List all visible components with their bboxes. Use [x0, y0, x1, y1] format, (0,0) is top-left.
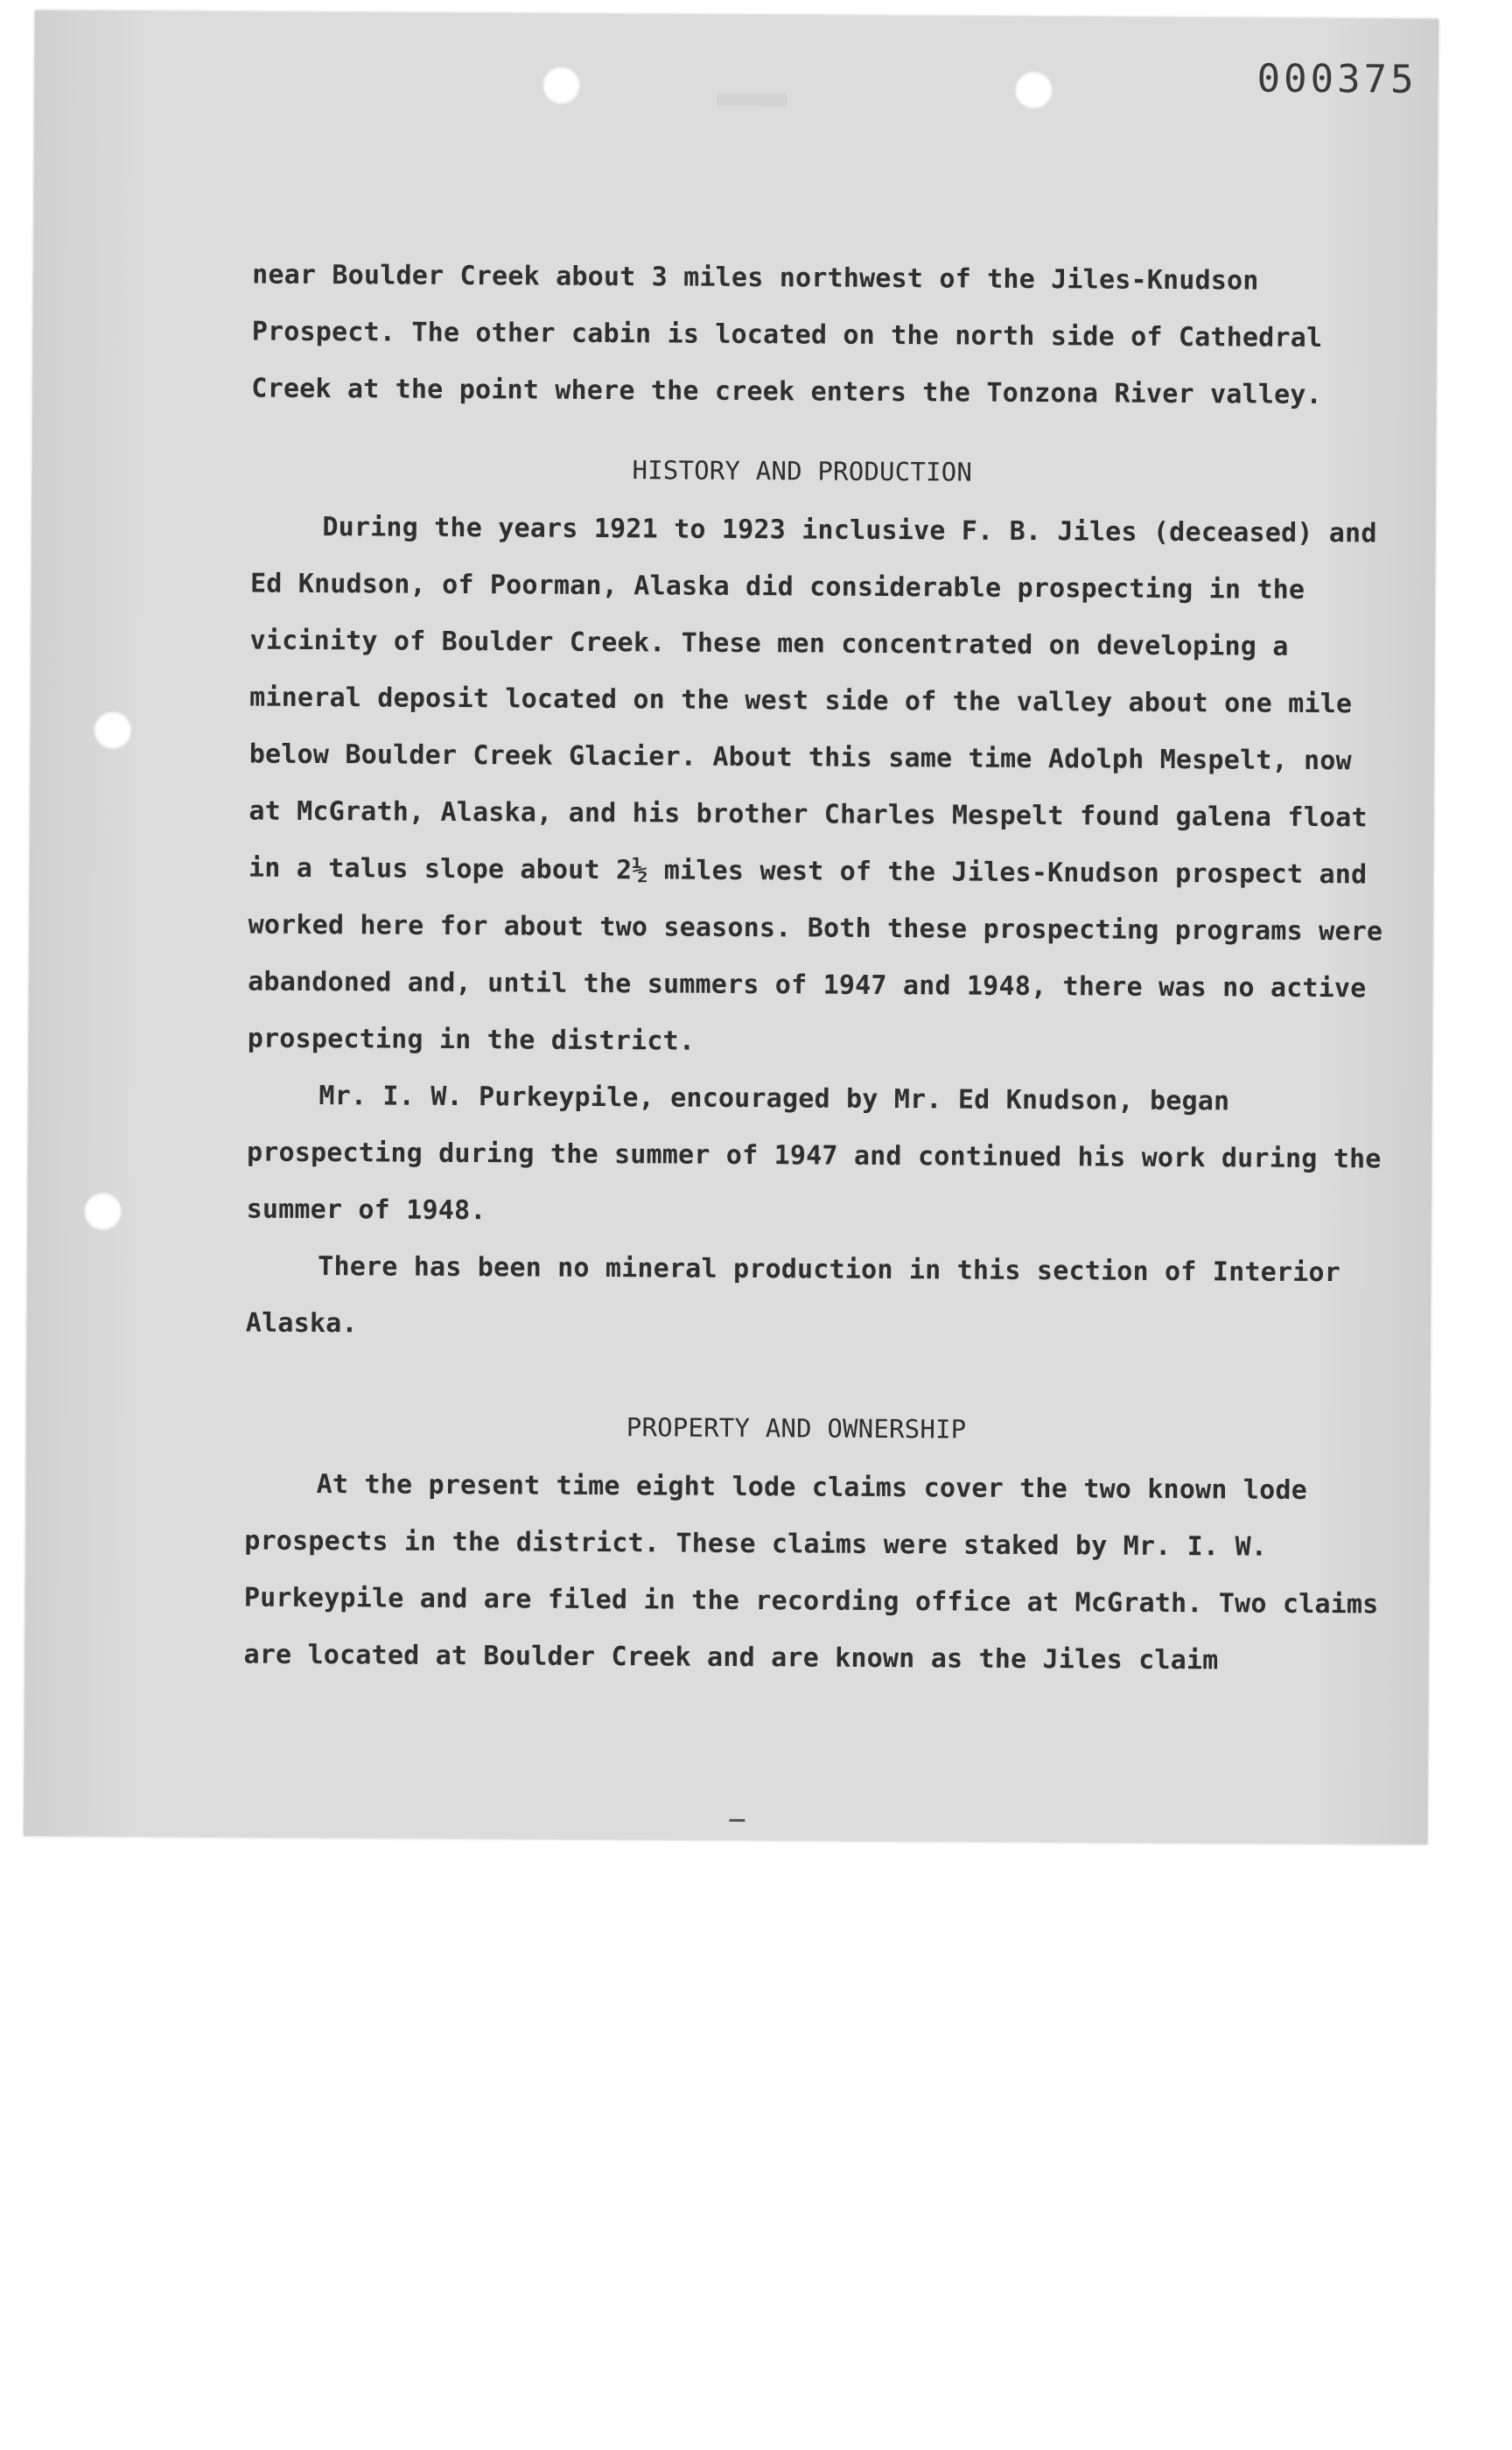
scanned-page	[24, 10, 1438, 1844]
paragraph-claims: At the present time eight lode claims cover the two known lode prospects in the district. These claims were staked by Mr. I. W. Purkeypile and are filed in the recording office at McGrath. Two claims are located at Boulder Creek and are known as the Jiles claim	[243, 1468, 1379, 1676]
paragraph-history: During the years 1921 to 1923 inclusive F. B. Jiles (deceased) and Ed Knudson, of Poorman, Alaska did considerable prospecting in the vicinity of Boulder Creek. These men concentrated on developing a mineral deposit located on the west side of the valley about one mile below Boulder Creek Glacier. About this same time Adolph Mespelt, now at McGrath, Alaska, and his brother Charles Mespelt found galena float in a talus slope about 2½ miles west of the Jiles-Knudson prospect and worked here for about two seasons. Both these prospecting programs were abandoned and, until the summers of 1947 and 1948, there was no active prospecting in the district.	[247, 512, 1383, 1057]
faint-smudge	[717, 94, 787, 106]
punch-hole-top-left	[542, 66, 580, 105]
heading-history-and-production: HISTORY AND PRODUCTION	[632, 455, 973, 487]
page-number-stamp: 000375	[1256, 56, 1418, 102]
paragraph-production: There has been no mineral production in this section of Interior Alaska.	[245, 1251, 1341, 1340]
punch-hole-lower-left	[83, 1192, 122, 1230]
document-body	[243, 247, 1390, 1690]
paragraph-cabin-location: near Boulder Creek about 3 miles northwest of the Jiles-Knudson Prospect. The other cabin is located on the north side of Cathedral Creek at the point where the creek enters the Tonzona River valley.	[251, 259, 1323, 410]
paragraph-purkeypile: Mr. I. W. Purkeypile, encouraged by Mr. Ed Knudson, began prospecting during the summer of 1947 and continued his work during the summer of 1948.	[246, 1081, 1382, 1227]
punch-hole-top-right	[1014, 71, 1053, 109]
bottom-dash-mark	[729, 1819, 745, 1822]
heading-property-and-ownership: PROPERTY AND OWNERSHIP	[626, 1412, 967, 1445]
punch-hole-middle-left	[94, 710, 132, 749]
